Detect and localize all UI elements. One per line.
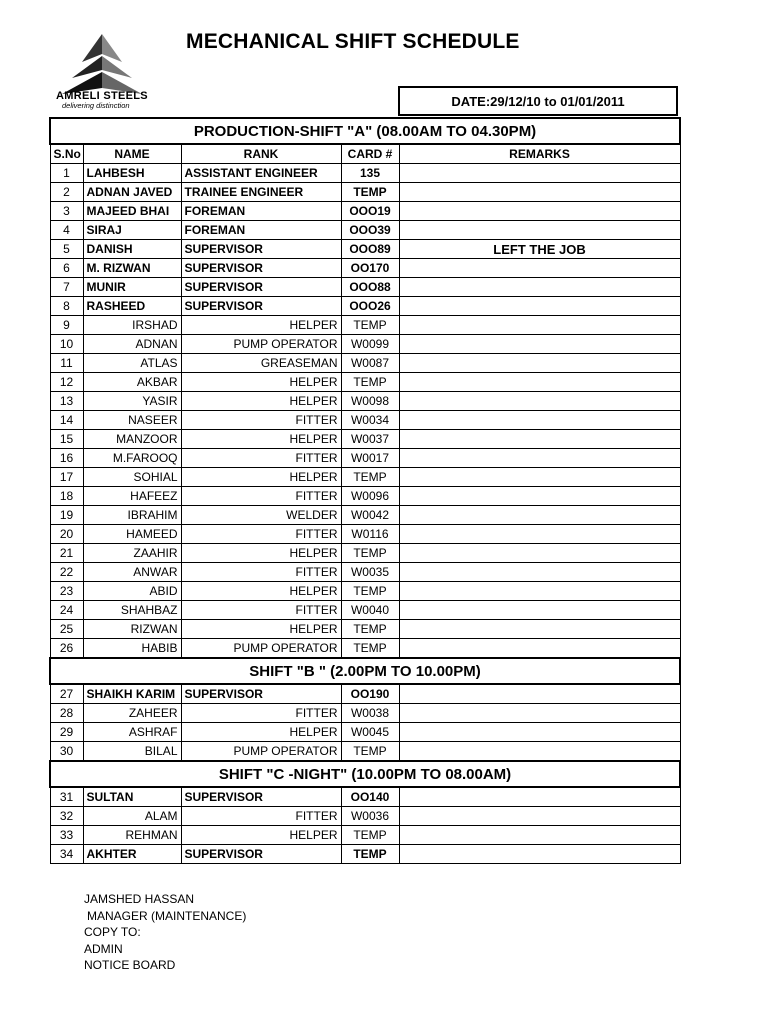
table-row (50, 845, 680, 864)
signatory-designation: MANAGER (MAINTENANCE) (87, 908, 247, 923)
copy-to-label: COPY TO: (84, 925, 141, 939)
col-name-header: NAME (83, 144, 181, 164)
table-row (50, 335, 680, 354)
cell-sno: 14 (50, 411, 83, 430)
cell-sno: 11 (50, 354, 83, 373)
table-row (50, 373, 680, 392)
cell-sno: 22 (50, 563, 83, 582)
col-remarks-header: REMARKS (399, 144, 680, 164)
cell-name: REHMAN (83, 826, 181, 845)
cell-name: SOHIAL (83, 468, 181, 487)
cell-name: ZAAHIR (83, 544, 181, 563)
cell-remarks (399, 164, 680, 183)
table-row (50, 278, 680, 297)
cell-remarks (399, 639, 680, 659)
cell-sno: 17 (50, 468, 83, 487)
cell-name: BILAL (83, 742, 181, 762)
cell-rank: FOREMAN (181, 202, 341, 221)
table-row (50, 582, 680, 601)
cell-sno: 2 (50, 183, 83, 202)
cell-name: SHAHBAZ (83, 601, 181, 620)
cell-card: OOO89 (341, 240, 399, 259)
date-range-box (398, 86, 678, 116)
cell-name: ABID (83, 582, 181, 601)
page-title: MECHANICAL SHIFT SCHEDULE (186, 30, 520, 53)
table-row (50, 704, 680, 723)
cell-rank: HELPER (181, 373, 341, 392)
cell-remarks (399, 221, 680, 240)
cell-sno: 21 (50, 544, 83, 563)
cell-rank: HELPER (181, 468, 341, 487)
cell-sno: 29 (50, 723, 83, 742)
table-row (50, 316, 680, 335)
cell-sno: 31 (50, 787, 83, 807)
cell-remarks (399, 316, 680, 335)
cell-card: W0036 (341, 807, 399, 826)
cell-rank: WELDER (181, 506, 341, 525)
cell-name: MANZOOR (83, 430, 181, 449)
cell-rank: HELPER (181, 582, 341, 601)
cell-card: OO190 (341, 684, 399, 704)
cell-sno: 12 (50, 373, 83, 392)
cell-rank: PUMP OPERATOR (181, 742, 341, 762)
cell-remarks (399, 704, 680, 723)
cell-card: TEMP (341, 742, 399, 762)
cell-sno: 5 (50, 240, 83, 259)
cell-name: SULTAN (83, 787, 181, 807)
cell-remarks (399, 335, 680, 354)
cell-remarks (399, 259, 680, 278)
table-row (50, 297, 680, 316)
table-row (50, 787, 680, 807)
cell-sno: 27 (50, 684, 83, 704)
cell-name: AKHTER (83, 845, 181, 864)
cell-card: TEMP (341, 183, 399, 202)
table-row (50, 487, 680, 506)
cell-remarks (399, 742, 680, 762)
cell-card: 135 (341, 164, 399, 183)
cell-card: W0017 (341, 449, 399, 468)
cell-name: LAHBESH (83, 164, 181, 183)
cell-sno: 10 (50, 335, 83, 354)
cell-rank: FITTER (181, 449, 341, 468)
cell-rank: SUPERVISOR (181, 259, 341, 278)
cell-rank: HELPER (181, 316, 341, 335)
cell-remarks (399, 723, 680, 742)
cell-remarks (399, 544, 680, 563)
copy-recipient: NOTICE BOARD (84, 958, 176, 972)
cell-card: OOO39 (341, 221, 399, 240)
cell-card: TEMP (341, 582, 399, 601)
table-row (50, 684, 680, 704)
cell-rank: FITTER (181, 487, 341, 506)
cell-name: ASHRAF (83, 723, 181, 742)
table-row (50, 563, 680, 582)
cell-rank: SUPERVISOR (181, 684, 341, 704)
table-row (50, 807, 680, 826)
cell-sno: 25 (50, 620, 83, 639)
table-row (50, 221, 680, 240)
cell-rank: PUMP OPERATOR (181, 335, 341, 354)
cell-card: W0045 (341, 723, 399, 742)
cell-card: TEMP (341, 544, 399, 563)
cell-name: ALAM (83, 807, 181, 826)
cell-name: M. RIZWAN (83, 259, 181, 278)
cell-rank: FITTER (181, 601, 341, 620)
cell-sno: 1 (50, 164, 83, 183)
cell-sno: 33 (50, 826, 83, 845)
cell-remarks: LEFT THE JOB (399, 240, 680, 259)
cell-rank: TRAINEE ENGINEER (181, 183, 341, 202)
shift-heading-row (50, 118, 680, 144)
cell-name: IBRAHIM (83, 506, 181, 525)
cell-card: W0034 (341, 411, 399, 430)
cell-sno: 34 (50, 845, 83, 864)
table-row (50, 742, 680, 762)
date-range: DATE:29/12/10 to 01/01/2011 (451, 93, 625, 109)
cell-rank: SUPERVISOR (181, 845, 341, 864)
table-row (50, 164, 680, 183)
shift-heading-row (50, 658, 680, 684)
col-sno-header: S.No (50, 144, 83, 164)
cell-name: MUNIR (83, 278, 181, 297)
cell-sno: 26 (50, 639, 83, 659)
cell-name: ANWAR (83, 563, 181, 582)
cell-remarks (399, 183, 680, 202)
cell-sno: 13 (50, 392, 83, 411)
cell-name: NASEER (83, 411, 181, 430)
footer-block (84, 891, 246, 974)
cell-name: RASHEED (83, 297, 181, 316)
cell-rank: SUPERVISOR (181, 240, 341, 259)
cell-card: W0096 (341, 487, 399, 506)
table-row (50, 183, 680, 202)
cell-name: ATLAS (83, 354, 181, 373)
cell-card: TEMP (341, 468, 399, 487)
cell-card: OOO19 (341, 202, 399, 221)
cell-name: RIZWAN (83, 620, 181, 639)
table-row (50, 259, 680, 278)
table-row (50, 354, 680, 373)
cell-sno: 28 (50, 704, 83, 723)
cell-sno: 15 (50, 430, 83, 449)
table-row (50, 639, 680, 659)
cell-remarks (399, 487, 680, 506)
company-tagline: delivering distinction (62, 101, 130, 110)
shift-heading: SHIFT "B " (2.00PM TO 10.00PM) (50, 658, 680, 684)
cell-remarks (399, 807, 680, 826)
cell-card: OOO26 (341, 297, 399, 316)
cell-rank: HELPER (181, 392, 341, 411)
cell-card: W0042 (341, 506, 399, 525)
signatory-name: JAMSHED HASSAN (84, 892, 195, 906)
cell-card: W0098 (341, 392, 399, 411)
cell-remarks (399, 525, 680, 544)
cell-remarks (399, 373, 680, 392)
cell-name: HAFEEZ (83, 487, 181, 506)
shift-heading: SHIFT "C -NIGHT" (10.00PM TO 08.00AM) (50, 761, 680, 787)
cell-sno: 7 (50, 278, 83, 297)
cell-card: W0116 (341, 525, 399, 544)
cell-rank: PUMP OPERATOR (181, 639, 341, 659)
cell-name: HABIB (83, 639, 181, 659)
cell-sno: 6 (50, 259, 83, 278)
cell-sno: 24 (50, 601, 83, 620)
table-row (50, 430, 680, 449)
table-row (50, 506, 680, 525)
cell-remarks (399, 601, 680, 620)
cell-card: W0040 (341, 601, 399, 620)
table-row (50, 544, 680, 563)
table-row (50, 392, 680, 411)
col-card-header: CARD # (341, 144, 399, 164)
cell-rank: FITTER (181, 704, 341, 723)
cell-card: TEMP (341, 826, 399, 845)
shift-schedule-table (49, 117, 681, 864)
cell-name: SHAIKH KARIM (83, 684, 181, 704)
cell-card: W0087 (341, 354, 399, 373)
cell-sno: 9 (50, 316, 83, 335)
table-row (50, 202, 680, 221)
cell-rank: GREASEMAN (181, 354, 341, 373)
shift-heading-row (50, 761, 680, 787)
cell-name: ADNAN (83, 335, 181, 354)
copy-recipient: ADMIN (84, 941, 123, 956)
table-row (50, 620, 680, 639)
cell-sno: 8 (50, 297, 83, 316)
cell-card: TEMP (341, 639, 399, 659)
cell-card: OO140 (341, 787, 399, 807)
table-row (50, 601, 680, 620)
cell-remarks (399, 392, 680, 411)
cell-rank: FITTER (181, 563, 341, 582)
cell-remarks (399, 620, 680, 639)
cell-sno: 3 (50, 202, 83, 221)
cell-rank: HELPER (181, 430, 341, 449)
cell-remarks (399, 278, 680, 297)
cell-remarks (399, 506, 680, 525)
table-row (50, 240, 680, 259)
cell-rank: FITTER (181, 807, 341, 826)
cell-rank: FOREMAN (181, 221, 341, 240)
table-row (50, 723, 680, 742)
shift-heading: PRODUCTION-SHIFT "A" (08.00AM TO 04.30PM) (50, 118, 680, 144)
cell-card: OOO88 (341, 278, 399, 297)
table-row (50, 525, 680, 544)
cell-sno: 4 (50, 221, 83, 240)
table-row (50, 411, 680, 430)
cell-rank: SUPERVISOR (181, 787, 341, 807)
cell-name: AKBAR (83, 373, 181, 392)
cell-rank: HELPER (181, 620, 341, 639)
cell-name: DANISH (83, 240, 181, 259)
cell-card: TEMP (341, 845, 399, 864)
column-header-row (50, 144, 680, 164)
cell-rank: HELPER (181, 826, 341, 845)
cell-rank: HELPER (181, 723, 341, 742)
cell-sno: 32 (50, 807, 83, 826)
cell-card: W0038 (341, 704, 399, 723)
cell-name: SIRAJ (83, 221, 181, 240)
cell-card: W0037 (341, 430, 399, 449)
cell-card: W0099 (341, 335, 399, 354)
table-row (50, 826, 680, 845)
cell-remarks (399, 297, 680, 316)
cell-card: TEMP (341, 373, 399, 392)
cell-rank: SUPERVISOR (181, 278, 341, 297)
cell-remarks (399, 582, 680, 601)
cell-name: HAMEED (83, 525, 181, 544)
cell-name: MAJEED BHAI (83, 202, 181, 221)
cell-rank: ASSISTANT ENGINEER (181, 164, 341, 183)
cell-name: IRSHAD (83, 316, 181, 335)
cell-remarks (399, 202, 680, 221)
cell-sno: 18 (50, 487, 83, 506)
cell-sno: 30 (50, 742, 83, 762)
cell-rank: FITTER (181, 411, 341, 430)
cell-remarks (399, 684, 680, 704)
cell-name: ZAHEER (83, 704, 181, 723)
cell-sno: 23 (50, 582, 83, 601)
cell-remarks (399, 845, 680, 864)
col-rank-header: RANK (181, 144, 341, 164)
cell-rank: SUPERVISOR (181, 297, 341, 316)
company-name: AMRELI STEELS (56, 90, 148, 102)
cell-sno: 19 (50, 506, 83, 525)
cell-rank: FITTER (181, 525, 341, 544)
cell-name: M.FAROOQ (83, 449, 181, 468)
cell-remarks (399, 563, 680, 582)
cell-remarks (399, 411, 680, 430)
cell-remarks (399, 787, 680, 807)
cell-rank: HELPER (181, 544, 341, 563)
cell-card: OO170 (341, 259, 399, 278)
cell-sno: 20 (50, 525, 83, 544)
table-row (50, 468, 680, 487)
schedule-table-body (50, 118, 680, 864)
cell-name: ADNAN JAVED (83, 183, 181, 202)
cell-card: TEMP (341, 620, 399, 639)
cell-remarks (399, 430, 680, 449)
cell-name: YASIR (83, 392, 181, 411)
cell-remarks (399, 468, 680, 487)
cell-remarks (399, 449, 680, 468)
cell-sno: 16 (50, 449, 83, 468)
cell-card: W0035 (341, 563, 399, 582)
table-row (50, 449, 680, 468)
cell-card: TEMP (341, 316, 399, 335)
cell-remarks (399, 826, 680, 845)
cell-remarks (399, 354, 680, 373)
